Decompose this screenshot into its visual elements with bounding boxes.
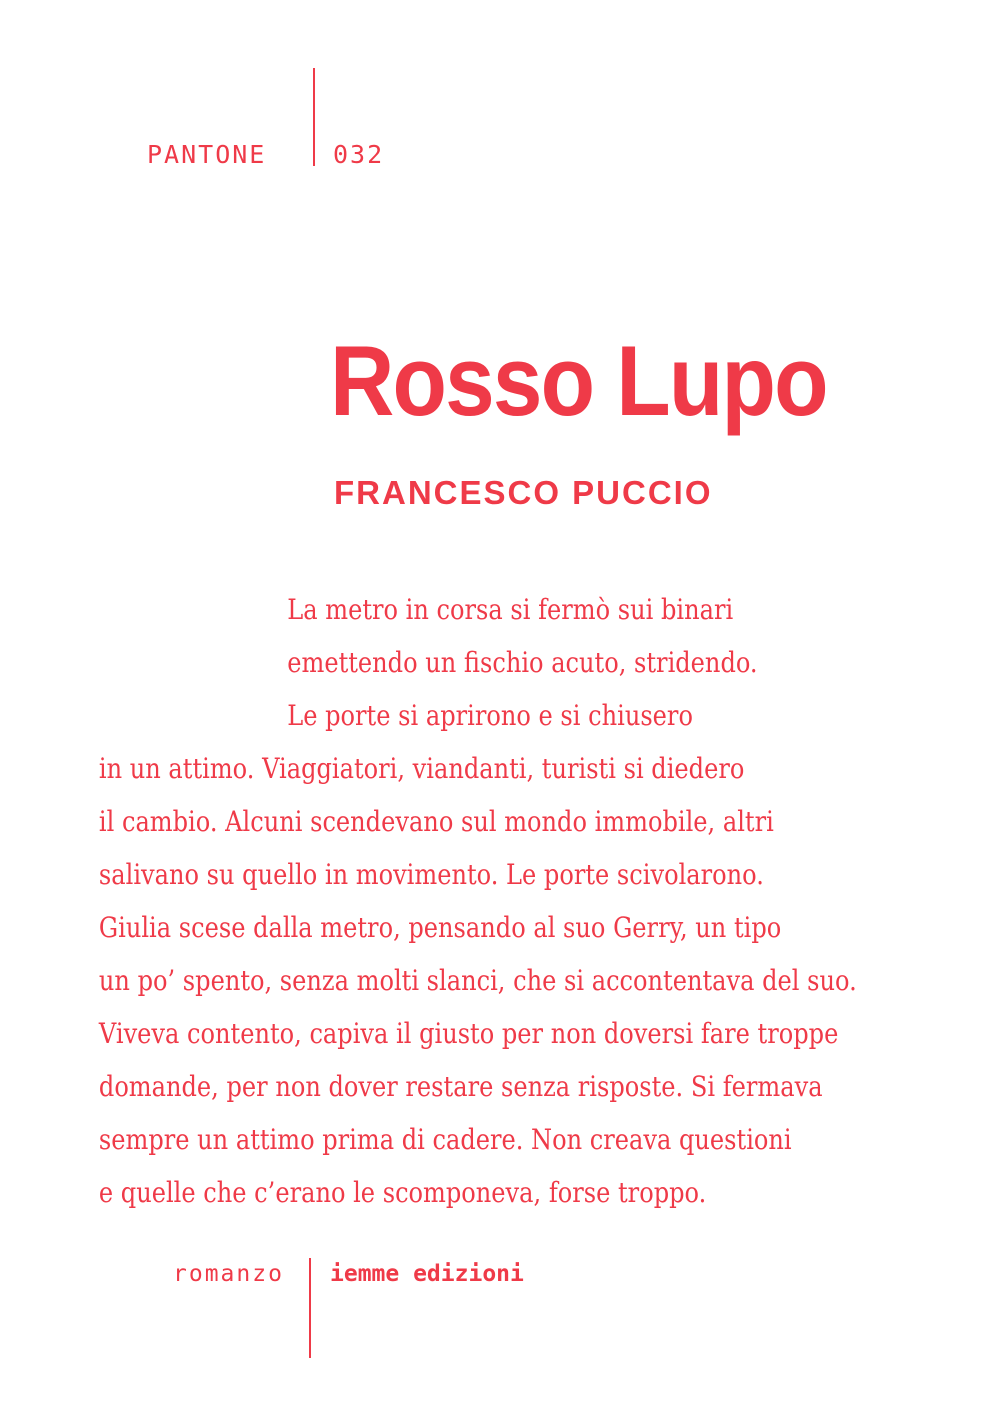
blurb-line: emettendo un fischio acuto, stridendo. — [287, 646, 758, 679]
series-name: PANTONE — [147, 140, 267, 169]
blurb-line: La metro in corsa si fermò sui binari — [287, 593, 734, 626]
blurb-line: il cambio. Alcuni scendevano sul mondo immobile, altri — [98, 805, 774, 838]
book-title: Rosso Lupo — [330, 325, 827, 436]
blurb-line: un po’ spento, senza molti slanci, che si accontentava del suo. — [98, 964, 857, 997]
back-cover-blurb — [0, 583, 1000, 1219]
blurb-line: Viveva contento, capiva il giusto per non doversi fare troppe — [98, 1017, 839, 1050]
blurb-line: e quelle che c’erano le scomponeva, forse troppo. — [98, 1176, 707, 1209]
blurb-line: Le porte si aprirono e si chiusero — [287, 699, 693, 732]
blurb-line: Giulia scese dalla metro, pensando al suo Gerry, un tipo — [98, 911, 782, 944]
blurb-line: salivano su quello in movimento. Le porte scivolarono. — [98, 858, 764, 891]
blurb-line: domande, per non dover restare senza risposte. Si fermava — [98, 1070, 823, 1103]
blurb-line: in un attimo. Viaggiatori, viandanti, turisti si diedero — [98, 752, 745, 785]
publisher-name: iemme edizioni — [330, 1261, 524, 1287]
blurb-line: sempre un attimo prima di cadere. Non creava questioni — [98, 1123, 792, 1156]
bottom-divider-rule — [309, 1258, 311, 1358]
genre-label: romanzo — [173, 1261, 284, 1287]
top-divider-rule — [313, 68, 315, 166]
book-author: FRANCESCO PUCCIO — [334, 474, 713, 511]
series-number: 032 — [333, 140, 385, 169]
